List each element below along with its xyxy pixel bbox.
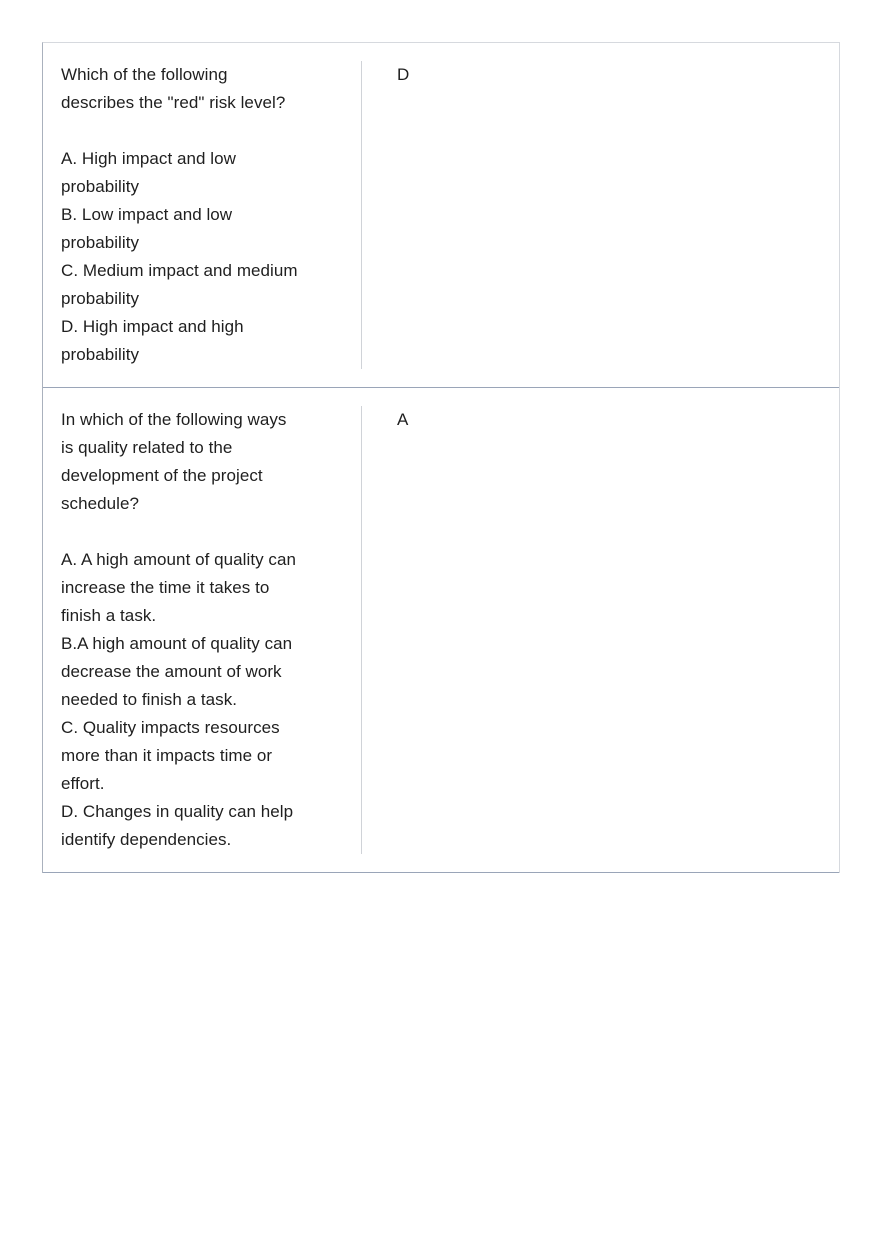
answer-cell: D	[397, 65, 410, 84]
spacer	[61, 117, 361, 145]
option-line: probability	[61, 289, 140, 308]
option-line: B. Low impact and low	[61, 205, 233, 224]
question-cell	[61, 406, 362, 854]
option-line: increase the time it takes to	[61, 578, 270, 597]
spacer	[61, 518, 361, 546]
option-line: probability	[61, 233, 140, 252]
option-line: probability	[61, 345, 140, 364]
question-line: describes the "red" risk level?	[61, 93, 286, 112]
question-cell	[61, 61, 362, 369]
option-line: decrease the amount of work	[61, 662, 282, 681]
option-line: D. Changes in quality can help	[61, 802, 294, 821]
option-line: identify dependencies.	[61, 830, 232, 849]
option-line: B.A high amount of quality can	[61, 634, 293, 653]
option-line: C. Medium impact and medium	[61, 261, 298, 280]
option-line: D. High impact and high	[61, 317, 244, 336]
question-line: In which of the following ways	[61, 410, 287, 429]
flashcard-row	[43, 43, 839, 388]
option-line: C. Quality impacts resources	[61, 718, 280, 737]
option-line: A. High impact and low	[61, 149, 236, 168]
question-line: development of the project	[61, 466, 263, 485]
question-line: Which of the following	[61, 65, 228, 84]
flashcard-row	[43, 388, 839, 873]
flashcard-table	[42, 42, 840, 873]
option-line: needed to finish a task.	[61, 690, 238, 709]
option-line: finish a task.	[61, 606, 157, 625]
question-line: schedule?	[61, 494, 139, 513]
option-line: more than it impacts time or	[61, 746, 273, 765]
question-line: is quality related to the	[61, 438, 233, 457]
option-line: A. A high amount of quality can	[61, 550, 296, 569]
option-line: effort.	[61, 774, 105, 793]
option-line: probability	[61, 177, 140, 196]
answer-cell: A	[397, 410, 409, 429]
